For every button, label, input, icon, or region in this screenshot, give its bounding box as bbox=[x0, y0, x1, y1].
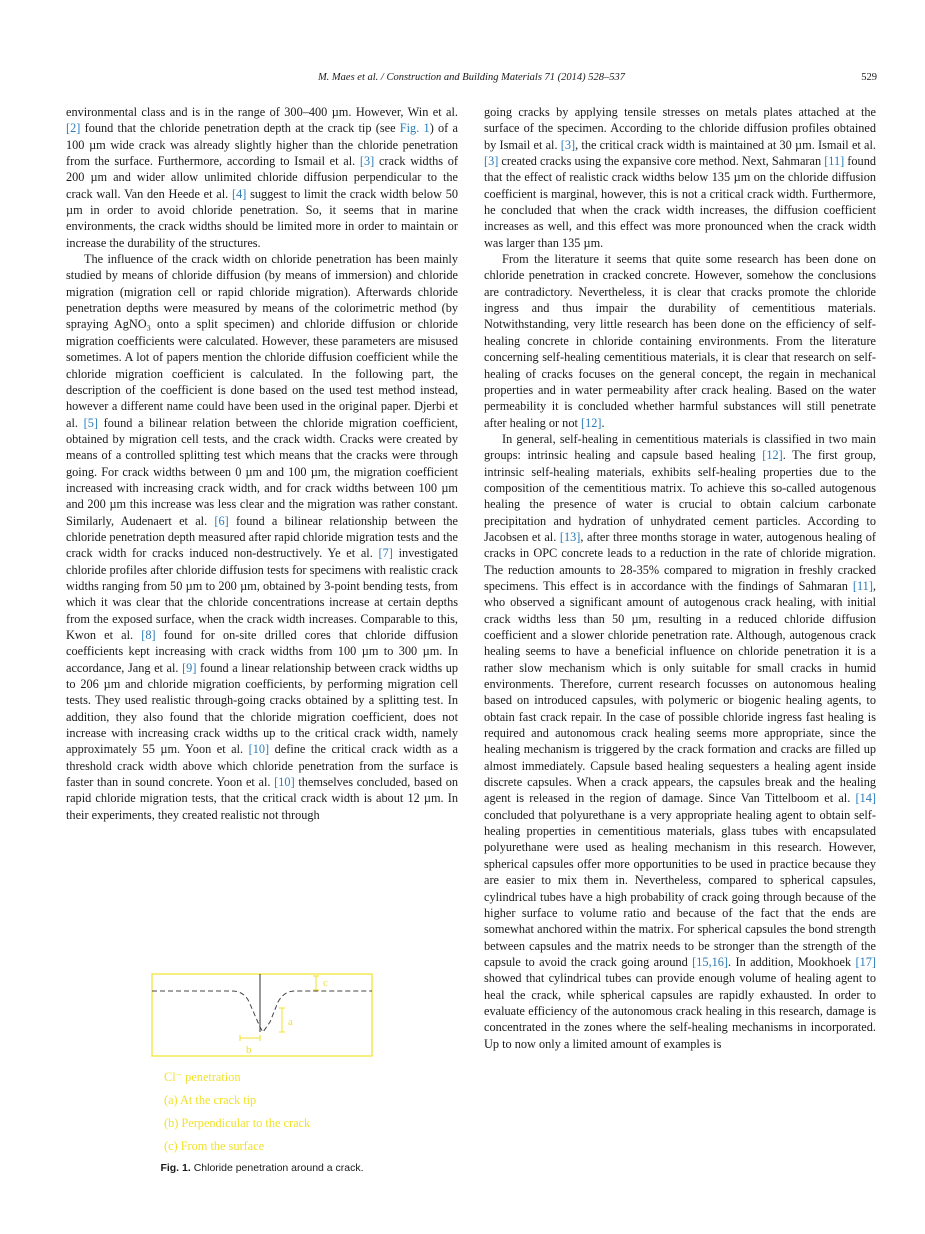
paragraph: The influence of the crack width on chloride penetration has been mainly studied by means of chloride diffusion (by means of immersion) and chloride migration (migration cell or rapid chloride migration). Afterwards chloride penetration depths were measured by means of the colorimetric method (by spraying AgNO₃ onto a split specimen) and chloride diffusion or chloride migration coefficients were calculated. However, these parameters are misused sometimes. A lot of papers mention the chloride diffusion coefficient while the chloride migration coefficient is calculated. In the following part, the description of the coefficient is done based on the used test method instead, however a different name could have been used in the original paper. Djerbi et al. [5] found a bilinear relation between the chloride migration coefficient, obtained by migration cell tests, and the crack width. Cracks were created by means of a controlled splitting test which means that the cracks were through going. For crack widths between 0 µm and 100 µm, the migration coefficient increased with increasing crack width, and for crack widths between 100 µm and 200 µm this increase was less clear and the migration was rather constant. Similarly, Audenaert et al. [6] found a bilinear relationship between the chloride penetration depth measured after rapid chloride migration tests and the crack width for cracks induced non-destructively. Ye et al. [7] investigated chloride profiles after chloride diffusion tests for specimens with realistic crack widths ranging from 50 µm to 200 µm, obtained by 3-point bending tests, from which it was clear that the chloride concentrations increase at certain depths from the exposed surface, when the crack width increases. Comparable to this, Kwon et al. [8] found for on-site drilled cores that chloride diffusion coefficients kept increasing with crack widths from 100 µm to 300 µm. In accordance, Jang et al. [9] found a linear relationship between crack widths up to 206 µm and chloride migration coefficients, by performing migration cell tests. They used realistic through-going cracks obtained by a splitting test. In addition, they also found that the chloride migration coefficient, does not increase with increasing crack widths up to the critical crack width, namely approximately 55 µm. Yoon et al. [10] define the critical crack width as a threshold crack width above which chloride penetration from the surface is faster than in sound concrete. Yoon et al. [10] themselves concluded, based on rapid chloride migration tests, that the critical crack width is about 12 µm. In their experiments, they created realistic not through bbox=[66, 252, 459, 822]
page-number: 529 bbox=[861, 72, 877, 83]
legend-item-2: (b) Perpendicular to the crack bbox=[164, 1116, 311, 1130]
paragraph: From the literature it seems that quite some research has been done on chloride penetration in cracked concrete. However, somehow the conclusions are contradictory. Nevertheless, it is clear that cracks promote the chloride ingress and thus impair the durability of cementitious materials. Notwithstanding, very little research has been done on the efficiency of self-healing concrete in chloride containing environments. From the literature concerning self-healing cementitious materials, it is clear that research on self-healing of cracks focuses on the general concept, the regain in mechanical properties and in water permeability after crack healing. Based on the water permeability it is concluded whether harmful substances will still penetrate after healing or not [12]. bbox=[484, 252, 876, 430]
page-header bbox=[66, 72, 877, 90]
running-head: M. Maes et al. / Construction and Building Materials 71 (2014) 528–537 bbox=[317, 72, 626, 83]
figure-legend bbox=[164, 1066, 310, 1158]
penetration-front bbox=[152, 991, 372, 1032]
dimension-b bbox=[240, 1035, 260, 1041]
dimension-c bbox=[313, 976, 319, 990]
crack-diagram bbox=[150, 972, 375, 1062]
legend-item-0: Cl⁻ penetration bbox=[164, 1070, 241, 1084]
caption-label: Fig. 1. bbox=[160, 1162, 191, 1174]
paragraph: In general, self-healing in cementitious materials is classified in two main groups: intrinsic healing and capsule based healing [12]. The first group, intrinsic self-healing materials, exhibits self-healing properties due to the composition of the cementitious matrix. To achieve this so-called autogenous healing the presence of water is crucial to obtain calcium carbonate precipitation and hydration of unhydrated cement particles. According to Jacobsen et al. [13], after three months storage in water, autogenous healing of cracks in OPC concrete leads to a reduction in the rate of chloride migration. The reduction amounts to 28-35% compared to migration in freshly cracked specimens. This effect is in accordance with the findings of Sahmaran [11], who observed a significant amount of autogenous crack healing, with initial crack widths less than 50 µm, resulting in a reduced chloride diffusion coefficient and a slower chloride penetration rate. Although, autogenous crack healing seems to have a beneficial influence on chloride penetration it is a rather slow mechanism which is only suitable for small cracks in humid environments. Therefore, current research focusses on autonomous healing based on introduced capsules, with polymeric or biogenic healing agents, to obtain fast crack repair. In the case of possible chloride ingress fast healing is required and autonomous crack healing seems more appropriate, since the healing mechanism is triggered by the crack formation and cracks are filled up almost immediately. Capsule based healing sequesters a healing agent inside discrete capsules. When a crack appears, the capsules break and the healing agent is released in the region of damage. Since Van Tittelboom et al. [14] concluded that polyurethane is a very appropriate healing agent to obtain self-healing properties in cementitious materials, glass tubes with encapsulated polyurethane were used as healing mechanism in this research. However, spherical capsules offer more opportunities to be used in practice because they are easier to mix them in. Nevertheless, compared to spherical capsules, cylindrical tubes have a high probability of crack going through because of the higher surface to volume ratio and because of the fact that the ends are somewhat anchored within the matrix. For spherical capsules the bond strength between capsules and the matrix needs to be stronger than the strength of the capsule to avoid the crack going around [15,16]. In addition, Mookhoek [17] showed that cylindrical tubes can provide enough volume of healing agent to heal the crack, while spherical capsules are rapidly exhausted. In order to evaluate efficiency of the autonomous crack healing in this research, damage is concentrated in the zones where the self-healing mechanisms in incorporated. Up to now only a limited amount of examples is bbox=[484, 431, 877, 1051]
figure-caption bbox=[66, 1162, 458, 1174]
caption-text: Chloride penetration around a crack. bbox=[190, 1162, 364, 1174]
legend-item-1: (a) At the crack tip bbox=[164, 1093, 257, 1107]
left-column bbox=[66, 104, 458, 823]
dimension-a bbox=[279, 1008, 285, 1032]
specimen-box bbox=[152, 974, 372, 1056]
paragraph: going cracks by applying tensile stresses on metals plates attached at the surface of the specimen. According to the chloride diffusion profiles obtained by Ismail et al. [3], the critical crack width is maintained at 30 µm. Ismail et al. [3] created cracks using the expansive core method. Next, Sahmaran [11] found that the effect of realistic crack widths below 135 µm on the chloride diffusion coefficient is marginal, however, this is not a critical crack width. Furthermore, he concluded that when the crack width increases, the diffusion coefficient increases as well, and this effect was more pronounced when the crack width was larger than 135 µm. bbox=[484, 105, 877, 250]
label-a: a bbox=[288, 1016, 293, 1028]
label-b: b bbox=[246, 1044, 252, 1056]
right-column bbox=[484, 104, 876, 1052]
legend-item-3: (c) From the surface bbox=[164, 1139, 265, 1153]
figure-1 bbox=[150, 972, 375, 1172]
label-c: c bbox=[323, 977, 328, 989]
paragraph: environmental class and is in the range of 300–400 µm. However, Win et al. [2] found that the chloride penetration depth at the crack tip (see Fig. 1) of a 100 µm wide crack was already slightly higher than the chloride penetration from the surface. Furthermore, according to Ismail et al. [3] crack widths of 200 µm and wider allow unlimited chloride diffusion perpendicular to the crack wall. Van den Heede et al. [4] suggest to limit the crack width below 50 µm in order to avoid chloride penetration. So, it seems that in marine environments, the crack widths should be limited more in order to maintain or increase the durability of the structures. bbox=[66, 105, 458, 250]
